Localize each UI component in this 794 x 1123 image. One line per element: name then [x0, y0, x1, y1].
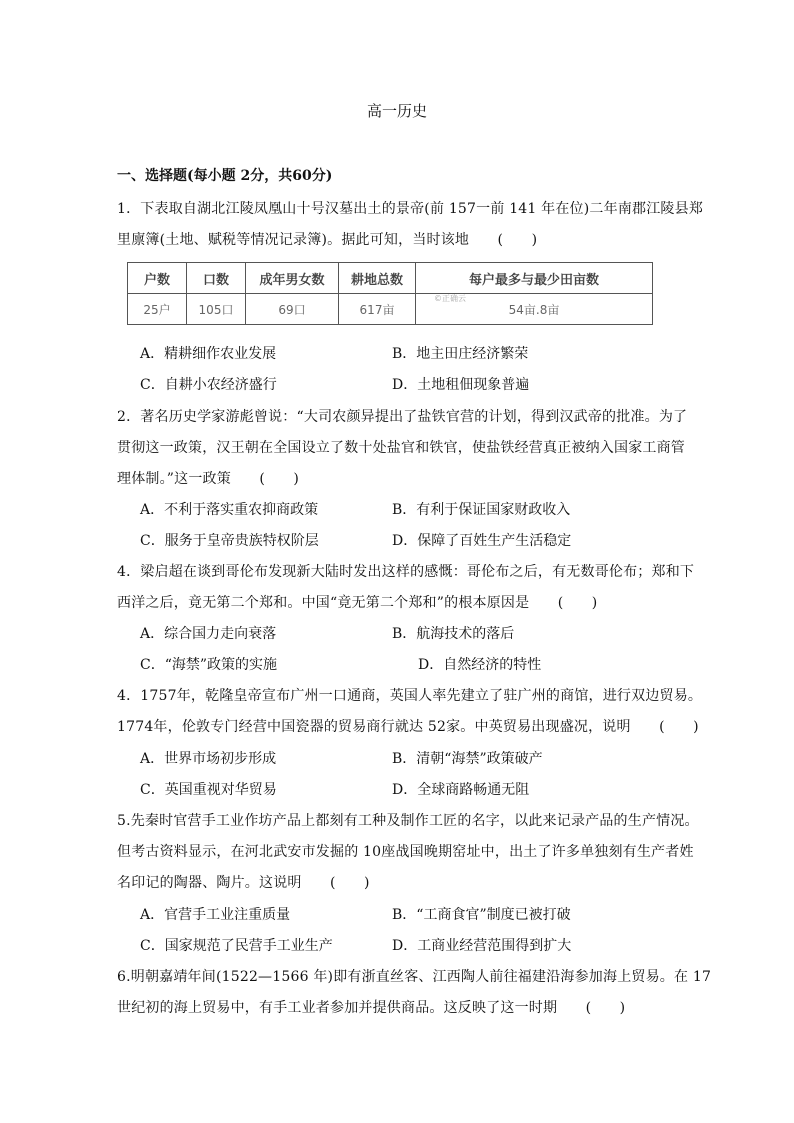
q3-option-b: B．航海技术的落后	[392, 626, 515, 642]
section-heading: 一、选择题(每小题 2分，共60分)	[117, 168, 333, 184]
table-row	[128, 294, 653, 325]
q2-option-b: B．有利于保证国家财政收入	[392, 502, 571, 518]
q3-option-c: C．“海禁”政策的实施	[140, 657, 278, 673]
q1-option-b: B．地主田庄经济繁荣	[392, 346, 529, 362]
q2-option-c: C．服务于皇帝贵族特权阶层	[140, 533, 319, 549]
question-5-line-3: 名印记的陶器、陶片。这说明 ( )	[117, 875, 370, 891]
question-5-line-2: 但考古资料显示，在河北武安市发掘的 10座战国晚期窑址中，出土了许多单独刻有生产者姓	[117, 844, 694, 860]
question-2-line-3: 理体制。”这一政策 ( )	[117, 471, 300, 487]
q3-option-a: A．综合国力走向衰落	[140, 626, 277, 642]
q4-option-a: A．世界市场初步形成	[140, 751, 277, 767]
q5-option-d: D．工商业经营范围得到扩大	[392, 938, 572, 954]
question-3-line-2: 西洋之后，竟无第二个郑和。中国“竟无第二个郑和”的根本原因是 ( )	[117, 595, 598, 611]
q3-option-d: D．自然经济的特性	[418, 657, 542, 673]
table-cell: 54亩.8亩	[416, 294, 653, 325]
q2-option-d: D．保障了百姓生产生活稳定	[392, 533, 572, 549]
question-1-line-1: 1．下表取自湖北江陵凤凰山十号汉墓出土的景帝(前 157一前 141 年在位)二年南郡江陵县郑	[117, 201, 704, 217]
q1-option-c: C．自耕小农经济盛行	[140, 377, 277, 393]
table-cell: 69口	[246, 294, 339, 325]
table-cell: 105口	[187, 294, 246, 325]
table-header-cell: 耕地总数	[339, 263, 416, 294]
q2-option-a: A．不利于落实重农抑商政策	[140, 502, 319, 518]
question-6-line-2: 世纪初的海上贸易中，有手工业者参加并提供商品。这反映了这一时期 ( )	[117, 1000, 626, 1016]
q4-option-d: D．全球商路畅通无阻	[392, 782, 530, 798]
question-2-line-2: 贯彻这一政策，汉王朝在全国设立了数十处盐官和铁官，使盐铁经营真正被纳入国家工商管	[117, 440, 685, 456]
watermark-text: ©正确云	[434, 294, 466, 303]
q4-option-c: C．英国重视对华贸易	[140, 782, 277, 798]
page-title: 高一历史	[366, 102, 427, 120]
table-header-cell: 户数	[128, 263, 187, 294]
q5-option-b: B．“工商食官”制度已被打破	[392, 907, 571, 923]
table-cell: 25户	[128, 294, 187, 325]
question-2-line-1: 2．著名历史学家游彪曾说：“大司农颜异提出了盐铁官营的计划，得到汉武帝的批准。为了	[117, 409, 688, 425]
table-header-row	[128, 263, 653, 294]
q1-option-a: A．精耕细作农业发展	[140, 346, 277, 362]
table-header-cell: 每户最多与最少田亩数	[416, 263, 653, 294]
table-header-cell: 成年男女数	[246, 263, 339, 294]
question-4-line-2: 1774年，伦敦专门经营中国瓷器的贸易商行就达 52家。中英贸易出现盛况，说明 ( )	[117, 719, 699, 735]
table-cell: 617亩	[339, 294, 416, 325]
table-header-cell: 口数	[187, 263, 246, 294]
question-5-line-1: 5.先秦时官营手工业作坊产品上都刻有工种及制作工匠的名字，以此来记录产品的生产情况。	[117, 813, 699, 829]
question-1-line-2: 里廪簿(土地、赋税等情况记录簿)。据此可知，当时该地 ( )	[117, 232, 538, 248]
q4-option-b: B．清朝“海禁”政策破产	[392, 751, 543, 767]
census-table	[127, 262, 653, 325]
q5-option-c: C．国家规范了民营手工业生产	[140, 938, 333, 954]
question-6-line-1: 6.明朝嘉靖年间(1522—1566 年)即有浙直丝客、江西陶人前往福建沿海参加海上贸易。在 17	[117, 969, 712, 985]
question-4-line-1: 4．1757年，乾隆皇帝宣布广州一口通商，英国人率先建立了驻广州的商馆，进行双边贸易。	[117, 688, 703, 704]
q5-option-a: A．官营手工业注重质量	[140, 907, 291, 923]
q1-option-d: D．土地租佃现象普遍	[392, 377, 530, 393]
question-3-line-1: 4．梁启超在谈到哥伦布发现新大陆时发出这样的感慨：哥伦布之后，有无数哥伦布；郑和下	[117, 564, 695, 580]
